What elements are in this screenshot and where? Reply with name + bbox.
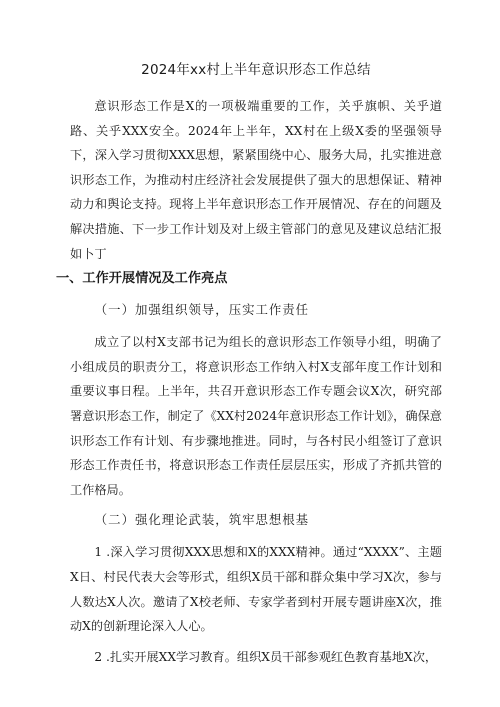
list-item-2: 2 .扎实开展XX学习教育。组织X员干部参观红色教育基地X次， [94,649,438,664]
intro-paragraph: 意识形态工作是X的一项极端重要的工作，关乎旗帜、关乎道路、关乎XXX安全。2024年上半年，XX村在上级X委的坚强领导下，深入学习贯彻XXX思想，紧紧围绕中心、服务大局，扎实推进意识形态工作，为推动村庄经济社会发展提供了强大的思想保证、精神动力和舆论支持。现将上半年意识形态工作开展情况、存在的问题及解决措施、下一步工作计划及对上级主管部门的意见及建议总结汇报如卜丁 [70,99,442,261]
list-item-1: 1 .深入学习贯彻XXX思想和X的XXX精神。通过“XXXX”、主题X日、村民代表大会等形式，组织X员干部和群众集中学习X次，参与人数达X人次。邀请了X校老师、专家学者到村开展专题讲座X次，推动X的创新理论深入人心。 [70,545,442,634]
section-heading-1: 一、工作开展情况及工作亮点 [56,271,228,287]
subsection-heading-1: （一）加强组织领导，压实工作责任 [94,302,310,318]
document-title: 2024年xx村上半年意识形态工作总结 [141,62,371,78]
subsection-1-body: 成立了以村X支部书记为组长的意识形态工作领导小组，明确了小组成员的职责分工，将意识形态工作纳入村X支部年度工作计划和重要议事日程。上半年，共召开意识形态工作专题会议X次，研究部署意识形态工作，制定了《XX村2024年意识形态工作计划》，确保意识形态工作有计划、有步骤地推进。同时，与各村民小组签订了意识形态工作责任书，将意识形态工作责任层层压实，形成了齐抓共管的工作格局。 [70,335,442,497]
subsection-heading-2: （二）强化理论武装，筑牢思想根基 [94,512,310,528]
